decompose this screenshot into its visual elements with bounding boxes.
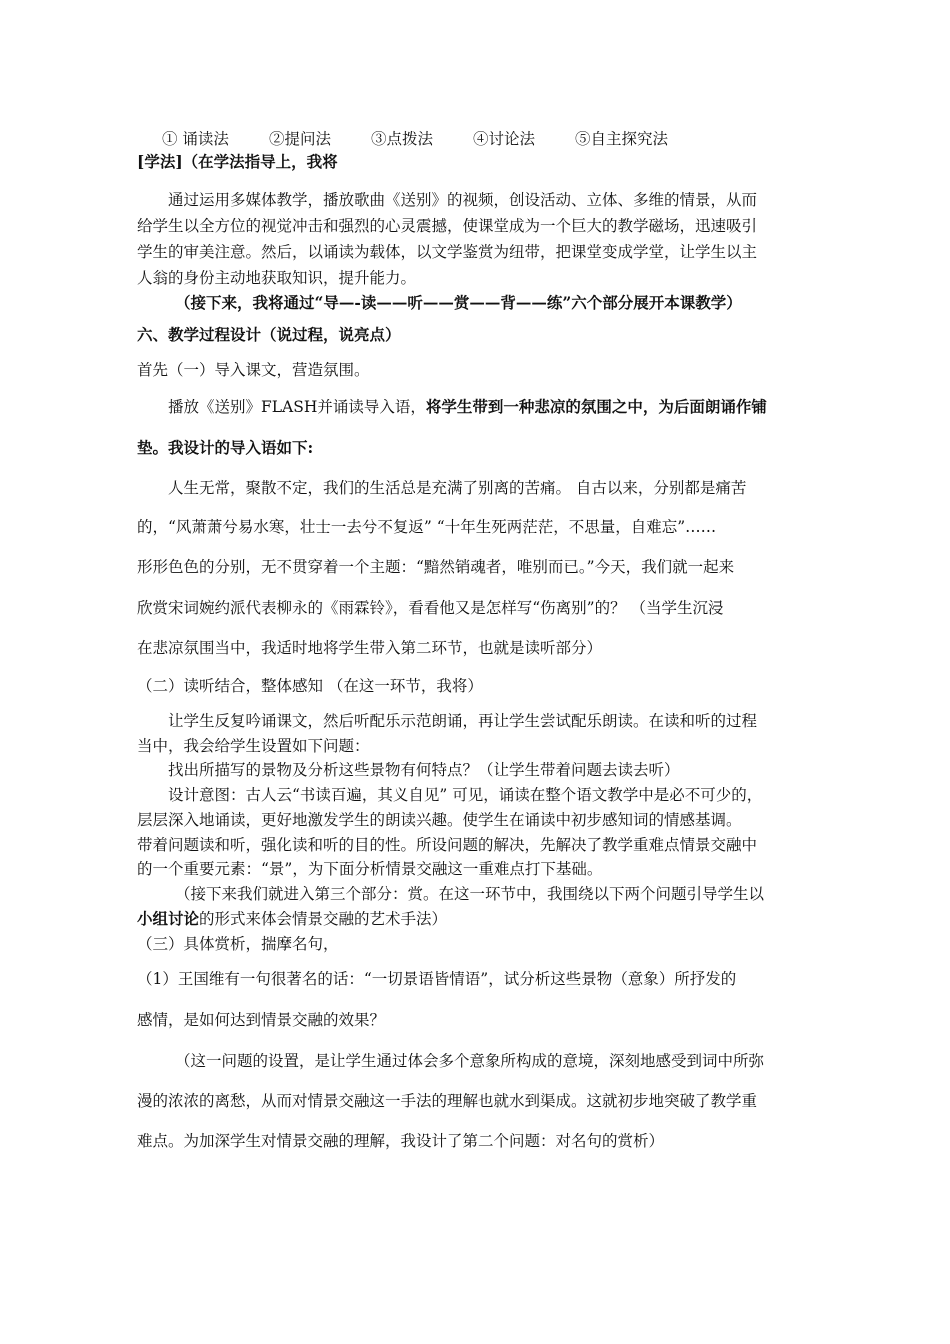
transition-note: （接下来我们就进入第三个部分：赏。在这一环节中，我围绕以下两个问题引导学生以 (175, 885, 765, 903)
method-item: ④讨论法 (472, 130, 535, 148)
section-heading: 六、教学过程设计（说过程，说亮点） (137, 325, 401, 344)
step1-bold-text: 将学生带到一种悲凉的氛围之中，为后面朗诵作铺 (425, 397, 767, 416)
step-heading: （三）具体赏析，揣摩名句， (137, 935, 339, 953)
step2-line: 当中，我会给学生设置如下问题： (137, 737, 370, 755)
question-line: 感情，是如何达到情景交融的效果？ (137, 1011, 386, 1029)
method-item: ① 诵读法 (162, 130, 229, 148)
step2-line: 让学生反复吟诵课文，然后听配乐示范朗诵，再让学生尝试配乐朗读。在读和听的过程 (168, 712, 758, 730)
xuefa-para-line: 给学生以全方位的视觉冲击和强烈的心灵震撼，使课堂成为一个巨大的教学磁场，迅速吸引 (137, 217, 758, 235)
teaching-methods-list (162, 127, 708, 149)
question-note-line: 难点。为加深学生对情景交融的理解，我设计了第二个问题：对名句的赏析） (137, 1132, 665, 1150)
xuefa-para-line: 通过运用多媒体教学，播放歌曲《送别》的视频，创设活动、立体、多维的情景，从而 (168, 191, 758, 209)
intro-line: 形形色色的分别，无不贯穿着一个主题：“黯然销魂者，唯别而已。”今天，我们就一起来 (137, 558, 735, 576)
emphasis-text: 小组讨论 (137, 909, 200, 928)
step1-line (168, 397, 818, 417)
step2-line: 找出所描写的景物及分析这些景物有何特点？（让学生带着问题去读去听） (168, 761, 680, 779)
step2-line: 的一个重要元素：“景”，为下面分析情景交融这一重难点打下基础。 (137, 860, 603, 878)
transition-rest-text: 的形式来体会情景交融的艺术手法） (199, 910, 448, 928)
step2-line: 带着问题读和听，强化读和听的目的性。所设问题的解决，先解决了教学重难点情景交融中 (137, 836, 758, 854)
xuefa-para-line: 人翁的身份主动地获取知识，提升能力。 (137, 269, 417, 287)
question-line: （1）王国维有一句很著名的话：“一切景语皆情语”，试分析这些景物（意象）所抒发的 (137, 970, 737, 988)
intro-line: 人生无常，聚散不定，我们的生活总是充满了别离的苦痛。 自古以来，分别都是痛苦 (168, 479, 747, 497)
method-item: ③点拨法 (370, 130, 433, 148)
transition-note (137, 909, 817, 929)
transition-note: （接下来，我将通过“导—-读——听——赏——背——练”六个部分展开本课教学） (175, 293, 742, 312)
intro-line: 在悲凉氛围当中，我适时地将学生带入第二环节，也就是读听部分） (137, 639, 603, 657)
step1-line: 垫。我设计的导入语如下: (137, 438, 314, 457)
step2-line: 设计意图：古人云“书读百遍，其义自见” 可见，诵读在整个语文教学中是必不可少的， (168, 786, 763, 804)
intro-line: 的，“风萧萧兮易水寒，壮士一去兮不复返” “十年生死两茫茫，不思量，自难忘”…… (137, 518, 717, 536)
xuefa-heading-text: （在学法指导上，我将 (182, 152, 338, 171)
xuefa-para-line: 学生的审美注意。然后，以诵读为载体，以文学鉴赏为纽带，把课堂变成学堂，让学生以主 (137, 243, 758, 261)
step-heading: （二）读听结合，整体感知 （在这一环节，我将） (137, 677, 483, 695)
question-note-line: （这一问题的设置，是让学生通过体会多个意象所构成的意境，深刻地感受到词中所弥 (175, 1052, 765, 1070)
method-item: ②提问法 (268, 130, 331, 148)
xuefa-label: [学法] (137, 152, 183, 171)
method-item: ⑤自主探究法 (574, 130, 668, 148)
step1-normal-text: 播放《送别》FLASH并诵读导入语， (168, 398, 426, 416)
xuefa-heading (137, 152, 817, 172)
step2-line: 层层深入地诵读，更好地激发学生的朗读兴趣。使学生在诵读中初步感知词的情感基调。 (137, 811, 742, 829)
question-note-line: 漫的浓浓的离愁，从而对情景交融这一手法的理解也就水到渠成。这就初步地突破了教学重 (137, 1092, 758, 1110)
intro-line: 欣赏宋词婉约派代表柳永的《雨霖铃》，看看他又是怎样写“伤离别”的？ （当学生沉浸 (137, 599, 724, 617)
step-heading: 首先（一）导入课文，营造氛围。 (137, 361, 370, 379)
